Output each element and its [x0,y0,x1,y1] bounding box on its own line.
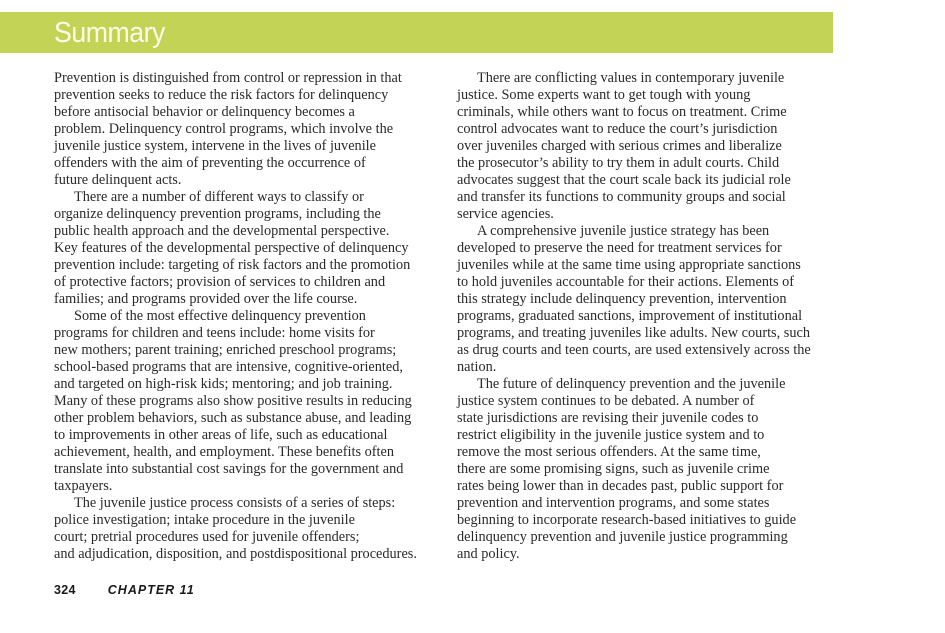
paragraph [54,189,439,308]
text-line: achievement, health, and employment. These benefits often [54,444,394,460]
text-line: other problem behaviors, such as substance abuse, and leading [54,410,412,426]
text-line: nation. [457,359,497,375]
text-line: offenders with the aim of preventing the occurrence of [54,155,366,171]
text-line: juveniles while at the same time using appropriate sanctions [457,257,801,273]
left-text-column [54,70,439,563]
text-line: future delinquent acts. [54,172,182,188]
text-line: delinquency prevention and juvenile justice programming [457,529,788,545]
text-line: The future of delinquency prevention and the juvenile [477,376,786,392]
text-line: There are conflicting values in contemporary juvenile [477,70,785,86]
section-header-bar [0,12,833,53]
text-line: before antisocial behavior or delinquency becomes a [54,104,355,120]
text-line: police investigation; intake procedure in the juvenile [54,512,355,528]
text-line: remove the most serious offenders. At the same time, [457,444,761,460]
text-line: programs, and treating juveniles like adults. New courts, such [457,325,810,341]
text-line: A comprehensive juvenile justice strategy has been [477,223,770,239]
text-line: prevention and intervention programs, and some states [457,495,770,511]
text-line: school-based programs that are intensive, cognitive-oriented, [54,359,403,375]
paragraph [54,70,439,189]
text-line: translate into substantial cost savings for the government and [54,461,404,477]
right-text-column [457,70,837,563]
section-title: Summary [54,17,165,49]
text-line: criminals, while others want to focus on treatment. Crime [457,104,787,120]
text-line: to hold juveniles accountable for their actions. Elements of [457,274,795,290]
text-line: public health approach and the developmental perspective. [54,223,390,239]
text-line: restrict eligibility in the juvenile justice system and to [457,427,765,443]
text-line: there are some promising signs, such as juvenile crime [457,461,770,477]
text-line: and adjudication, disposition, and postdispositional procedures. [54,546,417,562]
text-line: taxpayers. [54,478,113,494]
text-line: new mothers; parent training; enriched preschool programs; [54,342,397,358]
text-line: justice. Some experts want to get tough with young [457,87,751,103]
text-line: to improvements in other areas of life, such as educational [54,427,388,443]
text-line: programs for children and teens include: home visits for [54,325,375,341]
text-line: beginning to incorporate research-based initiatives to guide [457,512,797,528]
paragraph [457,376,837,563]
text-line: Key features of the developmental perspective of delinquency [54,240,409,256]
text-line: prevention include: targeting of risk factors and the promotion [54,257,411,273]
text-line: over juveniles charged with serious crimes and liberalize [457,138,782,154]
text-line: programs, graduated sanctions, improvement of institutional [457,308,803,324]
text-line: control advocates want to reduce the court’s jurisdiction [457,121,778,137]
page-number: 324 [54,583,76,597]
text-line: The juvenile justice process consists of a series of steps: [74,495,396,511]
text-line: advocates suggest that the court scale back its judicial role [457,172,791,188]
text-line: prevention seeks to reduce the risk factors for delinquency [54,87,389,103]
text-line: this strategy include delinquency prevention, intervention [457,291,787,307]
text-line: Many of these programs also show positive results in reducing [54,393,412,409]
text-line: problem. Delinquency control programs, which involve the [54,121,394,137]
text-line: juvenile justice system, intervene in the lives of juvenile [54,138,376,154]
page-footer [54,583,195,597]
text-line: rates being lower than in decades past, public support for [457,478,784,494]
paragraph [457,70,837,223]
text-line: Prevention is distinguished from control or repression in that [54,70,402,86]
chapter-label: CHAPTER 11 [107,583,195,597]
text-line: and transfer its functions to community groups and social [457,189,786,205]
text-line: Some of the most effective delinquency prevention [74,308,366,324]
text-line: as drug courts and teen courts, are used extensively across the [457,342,811,358]
text-line: and targeted on high-risk kids; mentoring; and job training. [54,376,393,392]
text-line: organize delinquency prevention programs, including the [54,206,381,222]
text-line: service agencies. [457,206,554,222]
paragraph [54,308,439,495]
text-line: There are a number of different ways to classify or [74,189,364,205]
text-line: state jurisdictions are revising their juvenile codes to [457,410,759,426]
text-line: and policy. [457,546,520,562]
text-line: developed to preserve the need for treatment services for [457,240,782,256]
text-line: justice system continues to be debated. A number of [457,393,755,409]
text-line: families; and programs provided over the life course. [54,291,358,307]
paragraph [54,495,439,563]
paragraph [457,223,837,376]
text-line: court; pretrial procedures used for juvenile offenders; [54,529,360,545]
text-line: the prosecutor’s ability to try them in adult courts. Child [457,155,780,171]
text-line: of protective factors; provision of services to children and [54,274,386,290]
